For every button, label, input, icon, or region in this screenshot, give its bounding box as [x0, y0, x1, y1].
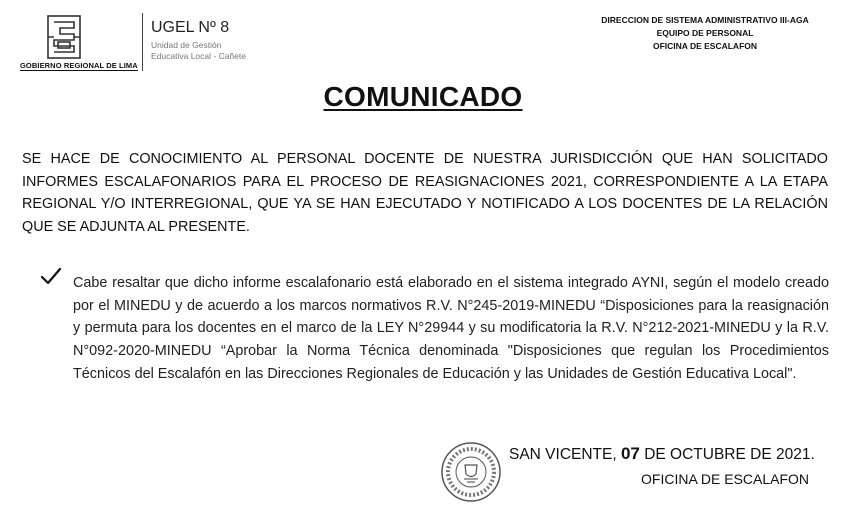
header-logo	[20, 10, 252, 76]
body-paragraph: SE HACE DE CONOCIMIENTO AL PERSONAL DOCENTE DE NUESTRA JURISDICCIÓN QUE HAN SOLICITADO INFORMES ESCALAFONARIOS PARA EL PROCESO DE REASIGNACIONES 2021, CORRESPONDIENTE A LA ETAPA REGIONAL Y/O INTERREGIONAL, QUE YA SE HAN EJECUTADO Y NOTIFICADO A LOS DOCENTES DE LA RELACIÓN QUE SE ADJUNTA AL PRESENTE.	[22, 151, 828, 235]
ugel-title: UGEL Nº 8	[151, 19, 230, 36]
date-day: 07	[620, 444, 640, 463]
checkmark-icon	[40, 268, 62, 286]
logo-divider	[142, 13, 143, 71]
official-seal-icon	[440, 441, 502, 503]
ugel-subtitle	[151, 40, 246, 61]
gobierno-regional-emblem-icon	[46, 14, 82, 60]
ugel-sub-line1: Unidad de Gestión	[151, 40, 222, 50]
date-place: SAN VICENTE,	[509, 446, 621, 463]
ugel-sub-line2: Educativa Local - Cañete	[151, 50, 246, 61]
office-line3: OFICINA DE ESCALAFON	[652, 41, 758, 51]
office-header	[560, 14, 850, 53]
signature-office: OFICINA DE ESCALAFON	[641, 471, 810, 487]
note-paragraph: Cabe resaltar que dicho informe escalafonario está elaborado en el sistema integrado AYNI, según el modelo creado por el MINEDU y de acuerdo a los marcos normativos R.V. N°245-2019-MINEDU “Disposiciones para la reasignación y permuta para los docentes en el marco de la LEY N°29944 y su modificatoria la R.V. N°212-2021-MINEDU y la R.V. N°092-2020-MINEDU “Aprobar la Norma Técnica denominada "Disposiciones que regulan los Procedimientos Técnicos del Escalafón en las Direcciones Regionales de Educación y las Unidades de Gestión Educativa Local".	[73, 275, 829, 382]
signature-date	[509, 443, 815, 466]
document-title: COMUNICADO	[323, 81, 523, 112]
logo-text: GOBIERNO REGIONAL DE LIMA	[20, 61, 138, 70]
office-line1: DIRECCION DE SISTEMA ADMINISTRATIVO III-AGA	[601, 15, 809, 25]
office-line2: EQUIPO DE PERSONAL	[656, 28, 754, 38]
date-rest: DE OCTUBRE DE 2021.	[639, 446, 815, 463]
